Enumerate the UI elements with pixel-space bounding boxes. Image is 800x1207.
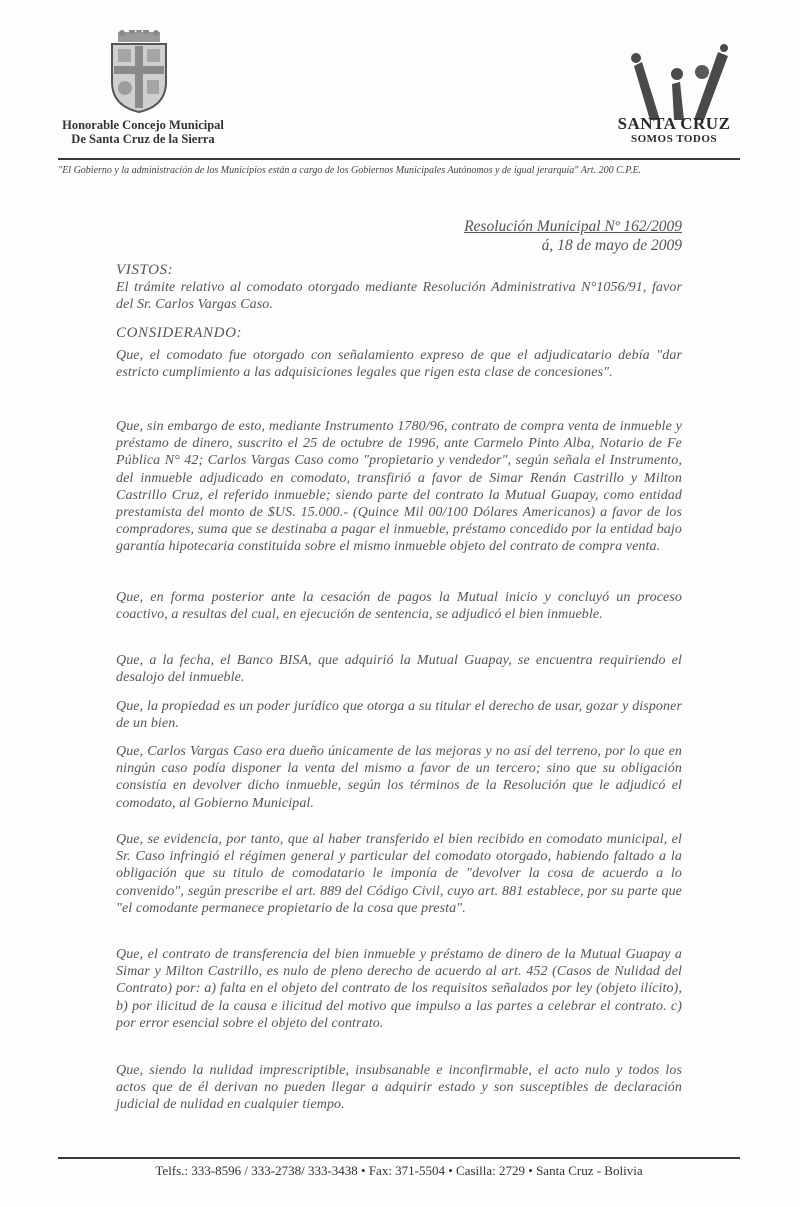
- constitution-quote: "El Gobierno y la administración de los Municipios están a cargo de los Gobiernos Municipales Autónomos y de igual jerarquía" Art. 200 C.P.E.: [58, 165, 642, 176]
- considerando-paragraph: Que, la propiedad es un poder jurídico que otorga a su titular el derecho de usar, gozar y disponer de un bien.: [116, 699, 682, 732]
- contact-footer: Telfs.: 333-8596 / 333-2738/ 333-3438 • Fax: 371-5504 • Casilla: 2729 • Santa Cruz - Bolivia: [155, 1163, 643, 1178]
- resolution-date: á, 18 de mayo de 2009: [541, 237, 682, 254]
- vistos-paragraph: El trámite relativo al comodato otorgado mediante Resolución Administrativa N°1056/91, favor del Sr. Carlos Vargas Caso.: [116, 280, 682, 313]
- council-name-line2: De Santa Cruz de la Sierra: [71, 132, 215, 146]
- logo-slogan: SOMOS TODOS: [630, 133, 718, 145]
- considerando-paragraph: Que, siendo la nulidad imprescriptible, insubsanable e inconfirmable, el acto nulo y todos los actos que de él derivan no pueden llegar a adquirir estado y son susceptibles de declaración judicial de nulidad en cualquier tiempo.: [116, 1063, 682, 1113]
- considerando-paragraph: Que, Carlos Vargas Caso era dueño únicamente de las mejoras y no así del terreno, por lo que en ningún caso podía disponer la venta del mismo a favor de un tercero; sino que su obligación consistía en devolver dicho inmueble, según los términos de la Resolución que le adjudicó el comodato, al Gobierno Municipal.: [116, 744, 682, 811]
- footer-divider: [58, 1157, 740, 1159]
- santa-cruz-logo-icon: [614, 44, 738, 124]
- council-name: [58, 118, 228, 146]
- considerando-paragraph: Que, en forma posterior ante la cesación de pagos la Mutual inicio y concluyó un proceso coactivo, a resultas del cual, en ejecución de sentencia, se adjudicó el bien inmueble.: [116, 590, 682, 623]
- resolution-title: Resolución Municipal Nº 162/2009: [464, 218, 682, 235]
- considerando-paragraph: Que, a la fecha, el Banco BISA, que adquirió la Mutual Guapay, se encuentra requiriendo el desalojo del inmueble.: [116, 653, 682, 686]
- considerando-paragraph: Que, se evidencia, por tanto, que al haber transferido el bien recibido en comodato municipal, el Sr. Caso infringió el régimen general y particular del comodato otorgado, habiendo faltado a la obligación que su titulo de comodatario le imponía de "devolver la cosa de acuerdo a lo convenido", según prescribe el art. 889 del Código Civil, cuyo art. 881 establece, por su parte que "el comodante permanece propietario de la cosa que presta".: [116, 832, 682, 916]
- santa-cruz-logo-text: [600, 115, 748, 146]
- considerando-paragraph: Que, el comodato fue otorgado con señalamiento expreso de que el adjudicatario debía "dar estricto cumplimiento a las adquisiciones legales que rigen esta clase de concesiones".: [116, 348, 682, 381]
- letterhead: [0, 0, 800, 190]
- coat-of-arms-icon: [108, 30, 170, 114]
- vistos-heading: VISTOS:: [116, 262, 174, 278]
- considerando-heading: CONSIDERANDO:: [116, 325, 243, 341]
- council-name-line1: Honorable Concejo Municipal: [62, 118, 224, 132]
- logo-name: SANTA CRUZ: [617, 114, 731, 133]
- considerando-paragraph: Que, el contrato de transferencia del bien inmueble y préstamo de dinero de la Mutual Guapay a Simar y Milton Castrillo, es nulo de pleno derecho de acuerdo al art. 452 (Casos de Nulidad del Contrato) por: a) falta en el objeto del contrato de los requisitos señalados por ley (objeto ilícito), b) por ilicitud de la causa e ilicitud del motivo que impulso a las partes a celebrar el contrato. c) por error esencial sobre el objeto del contrato.: [116, 947, 682, 1031]
- considerando-paragraph: Que, sin embargo de esto, mediante Instrumento 1780/96, contrato de compra venta de inmueble y préstamo de dinero, suscrito el 25 de octubre de 1996, ante Carmelo Pinto Alba, Notario de Fe Pública N° 42; Carlos Vargas Caso como "propietario y vendedor", según señala el Instrumento, del inmueble adjudicado en comodato, transfirió a favor de Simar Renán Castrillo y Milton Castrillo Cruz, el referido inmueble; siendo parte del contrato la Mutual Guapay, como entidad prestamista del monto de $US. 15.000.- (Quince Mil 00/100 Dólares Americanos) a favor de los compradores, suma que se destinaba a pagar el inmueble, préstamo concedido por la entidad bajo garantía hipotecaria constituida sobre el mismo inmueble objeto del contrato de compra venta.: [116, 419, 682, 555]
- header-divider: [58, 158, 740, 160]
